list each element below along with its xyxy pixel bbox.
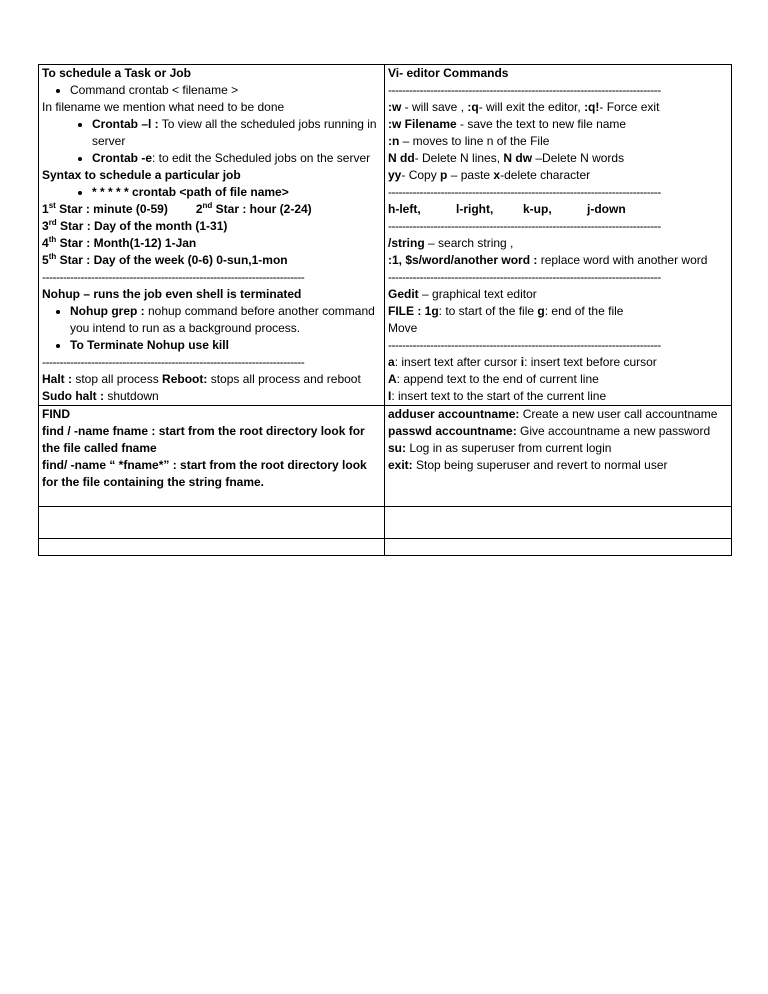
star-line-1: 1st Star : minute (0-59) 2nd Star : hour (2-24) [42,201,312,216]
find-string-line: find/ -name “ *fname*” : start from the root directory look for the file containing the string fname. [42,458,367,489]
sudo-halt-line: Sudo halt : shutdown [42,389,159,403]
heading-syntax: Syntax to schedule a particular job [42,168,241,182]
text-line: In filename we mention what need to be done [42,100,285,114]
bullet-list [42,116,381,167]
empty-cell [39,539,385,556]
navigation-keys: h-left, l-right, k-up, j-down [388,202,626,216]
text-line: yy- Copy p – paste x-delete character [388,168,591,182]
list-item: • To Terminate Nohup use kill [70,337,381,354]
star-line-5: 5th Star : Day of the week (0-6) 0-sun,1-mon [42,252,288,267]
text-line: FILE : 1g: to start of the file g: end of the file [388,304,624,318]
bullet-list [42,82,381,99]
table-row [39,406,732,507]
text-line: N dd- Delete N lines, N dw –Delete N words [388,151,625,165]
divider: ------------------------------------------------------------------------------ [388,83,661,97]
table-row [39,539,732,556]
text-line: Move [388,321,418,335]
text-line: Gedit – graphical text editor [388,287,537,301]
list-item: • Nohup grep : nohup command before another command you intend to run as a background process. [70,303,381,337]
bullet-list [42,303,381,354]
divider: --------------------------------------------------------------------------- [42,355,305,369]
star-line-4: 4th Star : Month(1-12) 1-Jan [42,235,197,250]
cheat-sheet-table [38,64,732,556]
list-item: • Crontab –l : To view all the scheduled jobs running in server [92,116,381,150]
list-item: • Command crontab < filename > [70,82,381,99]
text-line: passwd accountname: Give accountname a new password [388,424,711,438]
list-item: • * * * * * crontab <path of file name> [92,184,381,201]
divider: ------------------------------------------------------------------------------ [388,270,661,284]
heading-vi-editor: Vi- editor Commands [388,66,509,80]
text-line: adduser accountname: Create a new user call accountname [388,407,718,421]
table-row [39,507,732,539]
empty-cell [385,539,732,556]
heading-nohup: Nohup – runs the job even shell is terminated [42,287,302,301]
heading-find: FIND [42,407,70,421]
text-line: A: append text to the end of current line [388,372,599,386]
heading-schedule-task: To schedule a Task or Job [42,66,191,80]
halt-line: Halt : stop all process Reboot: stops all process and reboot [42,372,361,386]
cron-nohup-cell [39,65,385,406]
text-line: a: insert text after cursor i: insert text before cursor [388,355,657,369]
divider: ------------------------------------------------------------------------------ [388,185,661,199]
text-line: su: Log in as superuser from current login [388,441,612,455]
text-line: I: insert text to the start of the current line [388,389,607,403]
text-line: :n – moves to line n of the File [388,134,550,148]
divider: ------------------------------------------------------------------------------ [388,219,661,233]
find-root-line: find / -name fname : start from the root directory look for the file called fname [42,424,365,455]
empty-cell [39,507,385,539]
text-line: :w - will save , :q- will exit the editor, :q!- Force exit [388,100,660,114]
text-line: :1, $s/word/another word : replace word with another word [388,253,708,267]
divider: --------------------------------------------------------------------------- [42,270,305,284]
find-cell [39,406,385,507]
bullet-list [42,184,381,201]
table-row [39,65,732,406]
vi-editor-cell [385,65,732,406]
text-line: :w Filename - save the text to new file name [388,117,627,131]
divider: ------------------------------------------------------------------------------ [388,338,661,352]
list-item: • Crontab -e: to edit the Scheduled jobs on the server [92,150,381,167]
text-line: exit: Stop being superuser and revert to normal user [388,458,668,472]
star-line-3: 3rd Star : Day of the month (1-31) [42,218,228,233]
user-commands-cell [385,406,732,507]
empty-cell [385,507,732,539]
text-line: /string – search string , [388,236,514,250]
